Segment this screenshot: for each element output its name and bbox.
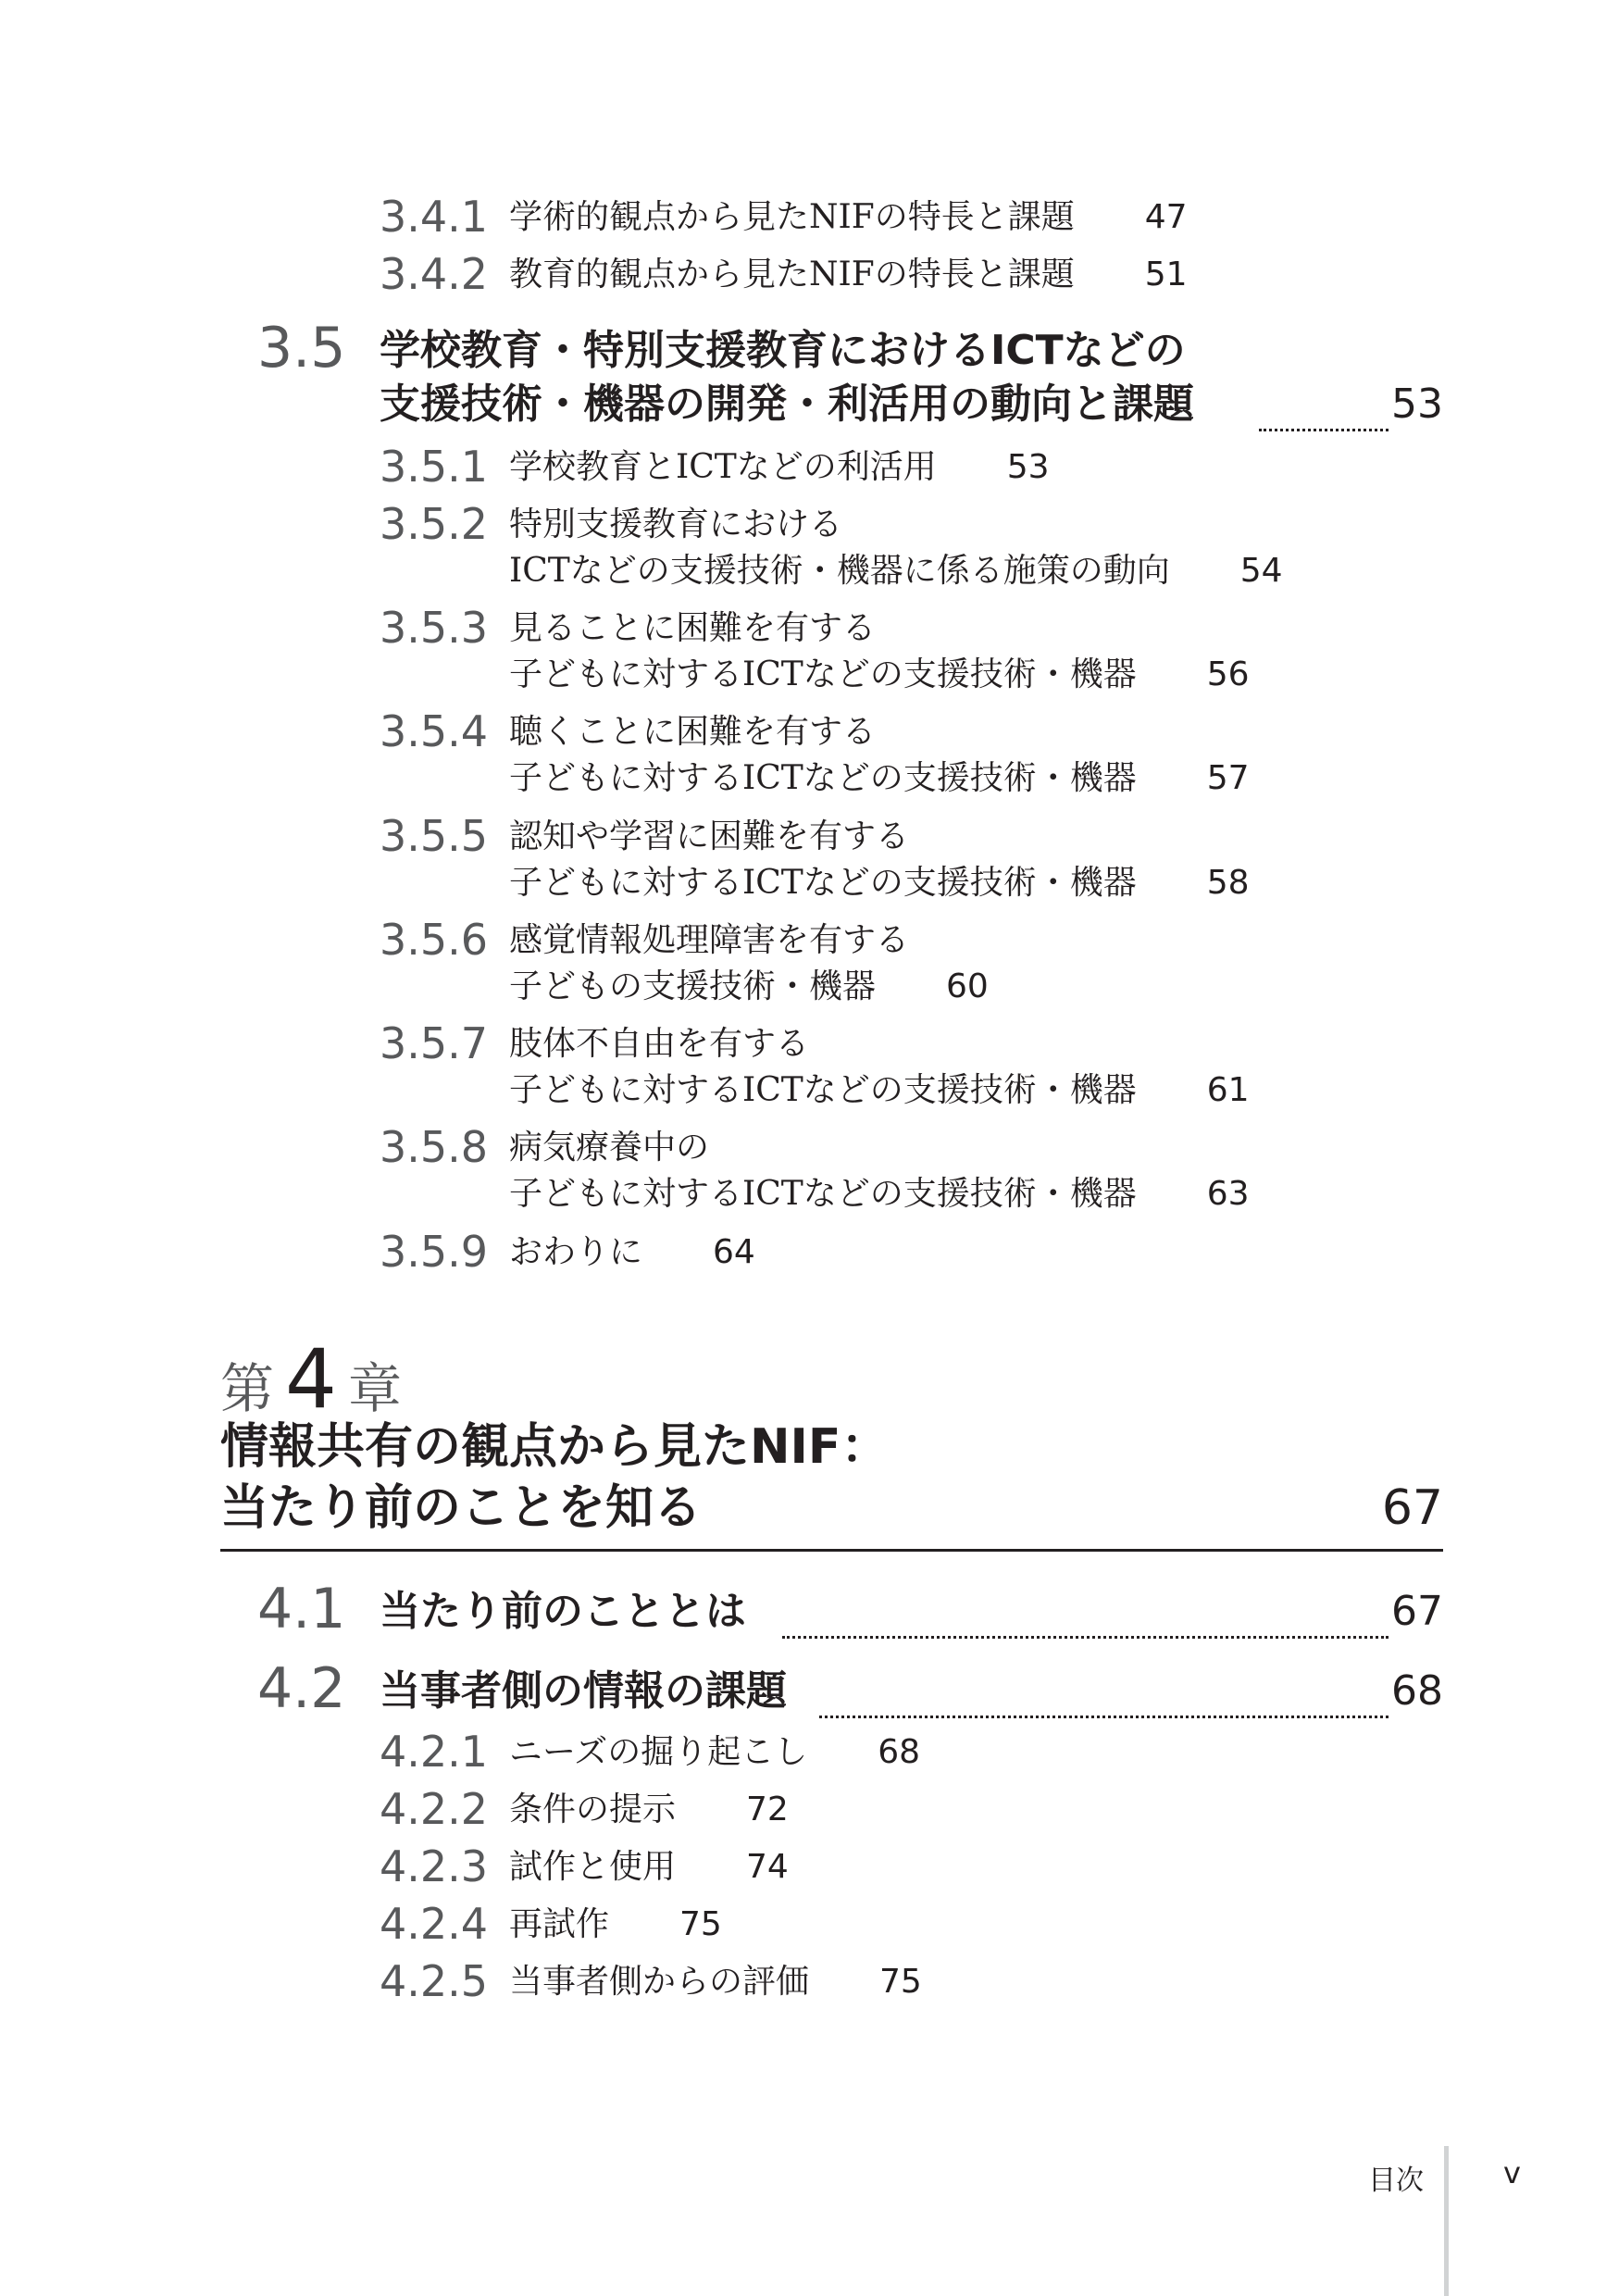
- entry-page: 58: [1206, 864, 1250, 902]
- entry-title-line1: 特別支援教育における: [509, 505, 843, 543]
- entry-number: 3.5.9: [380, 1227, 489, 1277]
- entry-title-line2: 子どもの支援技術・機器: [509, 967, 877, 1005]
- entry-number: 3.4.2: [380, 249, 489, 299]
- entry-title: おわりに: [509, 1233, 643, 1271]
- chapter-title-line2[interactable]: 当たり前のことを知る: [220, 1480, 703, 1536]
- entry-number: 4.2.2: [380, 1784, 489, 1834]
- entry-number: 3.5.1: [380, 442, 489, 492]
- entry-page: 53: [1006, 448, 1050, 486]
- entry-title-line1: 見ることに困難を有する: [509, 609, 877, 647]
- entry-page: 60: [946, 967, 989, 1005]
- section-page: 53: [1391, 381, 1443, 428]
- entry-page: 61: [1206, 1071, 1250, 1109]
- leader-dots: [819, 1665, 1389, 1718]
- entry-title-line2: 子どもに対するICTなどの支援技術・機器: [509, 759, 1137, 797]
- chapter-suffix: 章: [348, 1357, 403, 1420]
- page-number: v: [1503, 2155, 1521, 2190]
- entry-page: 72: [746, 1791, 789, 1828]
- entry-number: 4.2.3: [380, 1841, 489, 1891]
- entry-page: 51: [1144, 256, 1188, 293]
- entry-title-line1: 聴くことに困難を有する: [509, 713, 877, 751]
- entry-page: 64: [713, 1233, 755, 1271]
- section-title-line2: 支援技術・機器の開発・利活用の動向と課題: [380, 381, 1194, 428]
- entry-number: 3.5.4: [380, 706, 489, 756]
- entry-title-line1: 病気療養中の: [509, 1129, 710, 1167]
- entry-page: 57: [1206, 759, 1250, 797]
- entry-title-line1: 認知や学習に困難を有する: [509, 817, 910, 855]
- section-page: 67: [1391, 1588, 1443, 1635]
- running-footer-label: 目次: [1368, 2165, 1424, 2197]
- section-title: 当事者側の情報の課題: [380, 1667, 787, 1715]
- entry-title: 学術的観点から見たNIFの特長と課題: [509, 198, 1075, 236]
- entry-number: 4.2.5: [380, 1956, 489, 2006]
- section-number: 4.1: [257, 1577, 346, 1641]
- chapter-title-line1[interactable]: 情報共有の観点から見たNIF：: [220, 1419, 890, 1475]
- chapter-number: 4: [285, 1331, 338, 1427]
- entry-title-line1: 感覚情報処理障害を有する: [509, 921, 910, 959]
- entry-number: 4.2.1: [380, 1727, 489, 1777]
- chapter-label: [220, 1331, 402, 1427]
- entry-number: 4.2.4: [380, 1899, 489, 1949]
- entry-page: 56: [1206, 655, 1250, 693]
- entry-page: 47: [1144, 198, 1188, 236]
- entry-title: 教育的観点から見たNIFの特長と課題: [509, 256, 1075, 293]
- entry-title-line1: 肢体不自由を有する: [509, 1025, 810, 1063]
- entry-title-line2: ICTなどの支援技術・機器に係る施策の動向: [509, 552, 1170, 590]
- entry-number: 3.5.8: [380, 1122, 489, 1172]
- chapter-page: 67: [1381, 1480, 1443, 1536]
- entry-number: 3.4.1: [380, 192, 489, 242]
- entry-number: 3.5.6: [380, 915, 489, 965]
- entry-page: 75: [879, 1963, 922, 2001]
- footer-divider: [1444, 2146, 1449, 2296]
- entry-title: 条件の提示: [509, 1791, 677, 1828]
- entry-page: 74: [746, 1848, 789, 1886]
- section-number: 4.2: [257, 1656, 346, 1721]
- entry-page: 54: [1239, 552, 1283, 590]
- entry-page: 68: [878, 1733, 921, 1771]
- section-number: 3.5: [257, 316, 346, 381]
- entry-title-line2: 子どもに対するICTなどの支援技術・機器: [509, 1175, 1137, 1213]
- entry-number: 3.5.3: [380, 603, 489, 653]
- section-page: 68: [1391, 1667, 1443, 1715]
- entry-title: 試作と使用: [509, 1848, 677, 1886]
- entry-page: 63: [1206, 1175, 1250, 1213]
- entry-title: 学校教育とICTなどの利活用: [509, 448, 937, 486]
- section-title: 当たり前のこととは: [380, 1588, 746, 1635]
- leader-dots: [782, 1585, 1389, 1639]
- entry-page: 75: [679, 1905, 722, 1943]
- entry-title: ニーズの掘り起こし: [509, 1733, 808, 1771]
- chapter-prefix: 第: [220, 1357, 275, 1420]
- entry-number: 3.5.5: [380, 811, 489, 861]
- leader-dots: [1259, 378, 1389, 431]
- entry-title-line2: 子どもに対するICTなどの支援技術・機器: [509, 864, 1137, 902]
- entry-title: 当事者側からの評価: [509, 1963, 810, 2001]
- entry-title: 再試作: [509, 1905, 610, 1943]
- entry-number: 3.5.2: [380, 499, 489, 549]
- entry-title-line2: 子どもに対するICTなどの支援技術・機器: [509, 1071, 1137, 1109]
- entry-number: 3.5.7: [380, 1018, 489, 1068]
- entry-title-line2: 子どもに対するICTなどの支援技術・機器: [509, 655, 1137, 693]
- section-title-line1: 学校教育・特別支援教育におけるICTなどの: [380, 327, 1186, 374]
- chapter-rule: [220, 1549, 1443, 1552]
